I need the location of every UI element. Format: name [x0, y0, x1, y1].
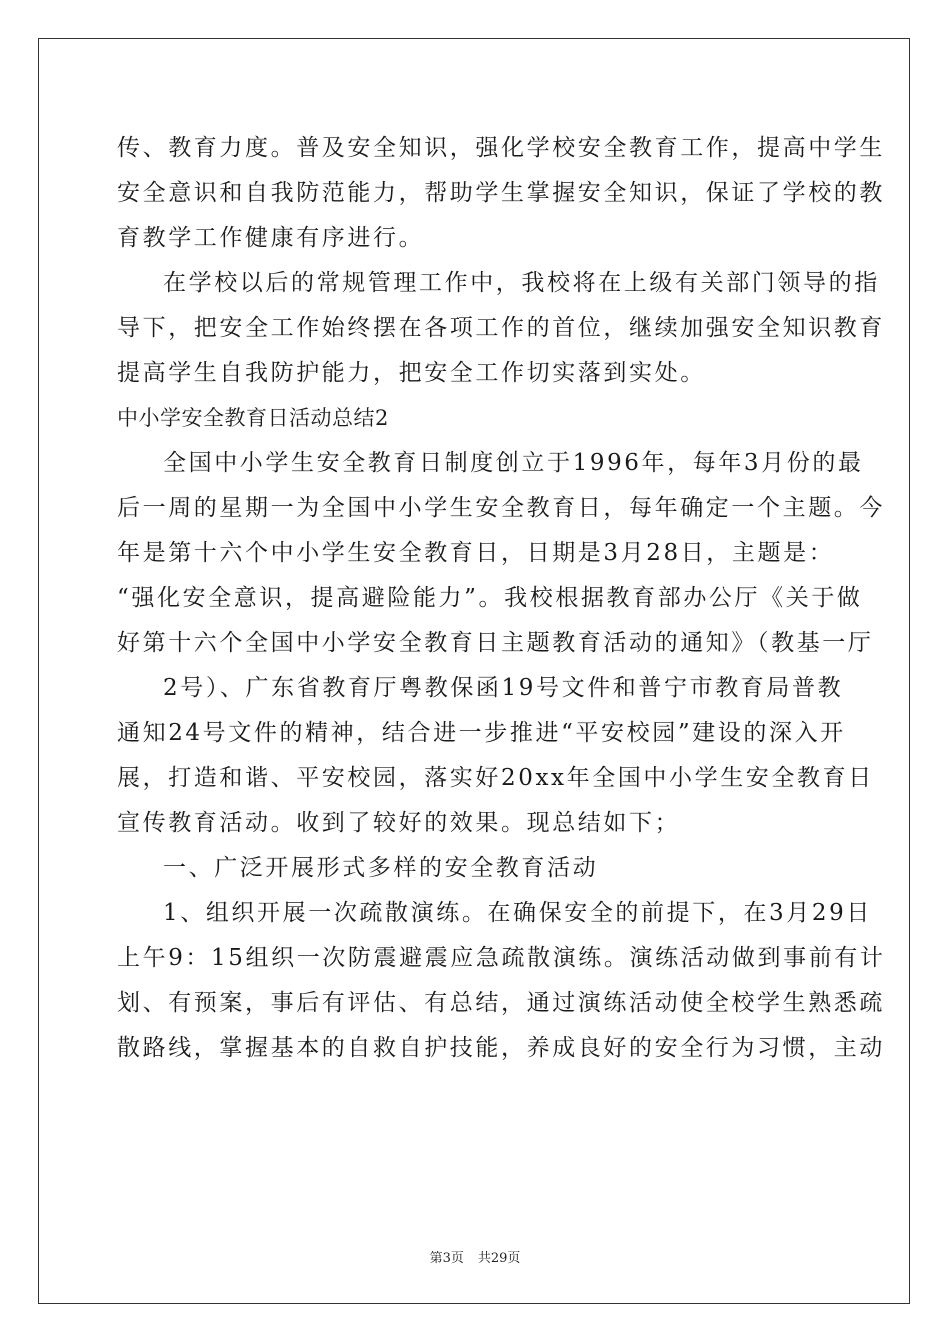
- text-line: 好第十六个全国中小学安全教育日主题教育活动的通知》（教基一厅: [117, 630, 874, 656]
- text-line: 传、教育力度。普及安全知识，强化学校安全教育工作，提高中学生: [117, 135, 885, 161]
- text-line: 育教学工作健康有序进行。: [117, 225, 425, 251]
- page-number: 第3页: [429, 1251, 464, 1266]
- text-line: 2号）、广东省教育厅粤教保函19号文件和普宁市教育局普教: [163, 675, 844, 701]
- text-line: 通知24号文件的精神，结合进一步推进“平安校园”建设的深入开: [117, 720, 846, 746]
- text-line: 提高学生自我防护能力，把安全工作切实落到实处。: [117, 360, 706, 386]
- text-line: 划、有预案，事后有评估、有总结，通过演练活动使全校学生熟悉疏: [117, 990, 885, 1016]
- text-line: 一、广泛开展形式多样的安全教育活动: [163, 855, 599, 881]
- text-line: “强化安全意识，提高避险能力”。我校根据教育部办公厅《关于做: [117, 585, 863, 611]
- text-line: 导下，把安全工作始终摆在各项工作的首位，继续加强安全知识教育: [117, 315, 885, 341]
- text-line: 散路线，掌握基本的自救自护技能，养成良好的安全行为习惯，主动: [117, 1035, 885, 1061]
- text-line: 上午9：15组织一次防震避震应急疏散演练。演练活动做到事前有计: [117, 945, 886, 971]
- document-body: [117, 126, 886, 1071]
- text-line: 后一周的星期一为全国中小学生安全教育日，每年确定一个主题。今: [117, 495, 885, 521]
- text-line: 安全意识和自我防范能力，帮助学生掌握安全知识，保证了学校的教: [117, 180, 885, 206]
- section-heading: 中小学安全教育日活动总结2: [117, 406, 389, 430]
- text-line: 展，打造和谐、平安校园，落实好20xx年全国中小学生安全教育日: [117, 765, 874, 791]
- text-line: 年是第十六个中小学生安全教育日，日期是3月28日，主题是：: [117, 540, 835, 566]
- text-line: 在学校以后的常规管理工作中，我校将在上级有关部门领导的指: [163, 270, 880, 296]
- text-line: 1、组织开展一次疏散演练。在确保安全的前提下，在3月29日: [163, 900, 872, 926]
- text-line: 宣传教育活动。收到了较好的效果。现总结如下；: [117, 810, 681, 836]
- page-total: 共29页: [477, 1251, 521, 1266]
- text-line: 全国中小学生安全教育日制度创立于1996年，每年3月份的最: [163, 450, 864, 476]
- page-footer: [0, 1247, 950, 1266]
